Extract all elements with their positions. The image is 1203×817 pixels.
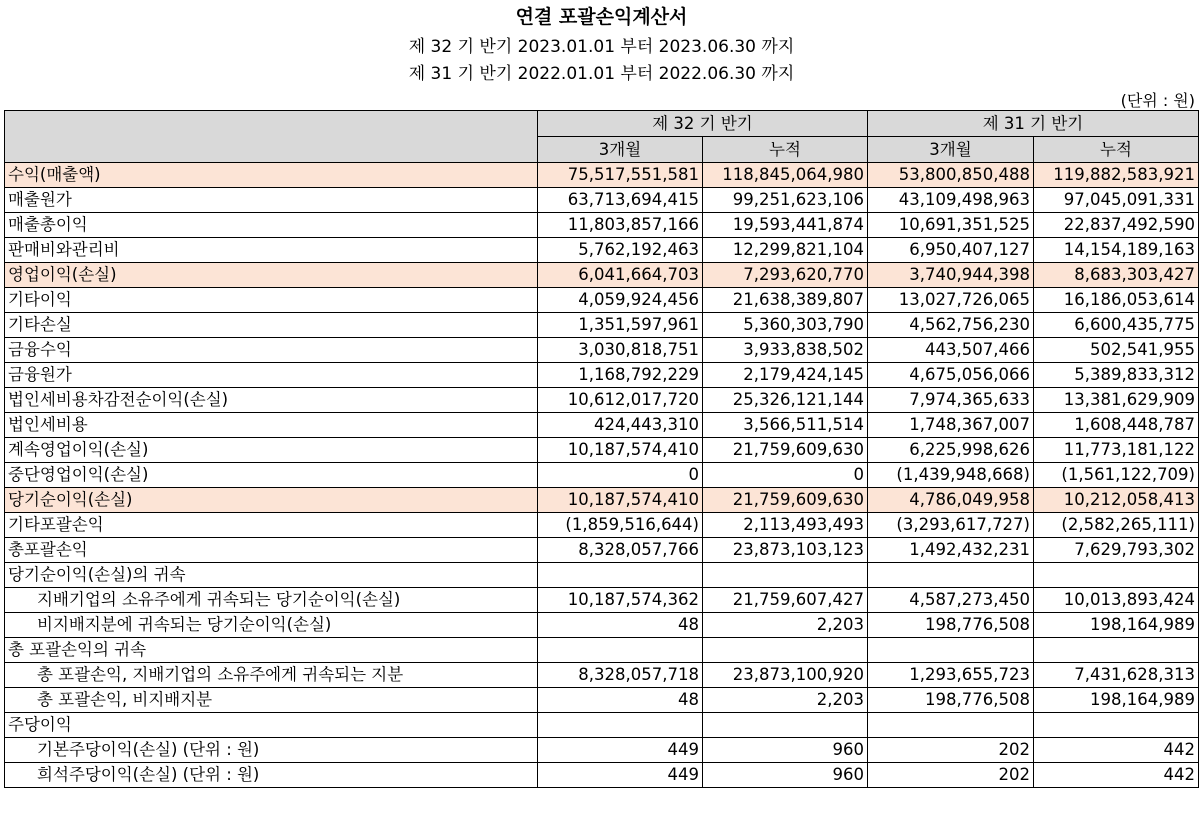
row-value: 4,675,056,066: [868, 363, 1034, 388]
row-value: 449: [538, 763, 703, 788]
row-value: 48: [538, 688, 703, 713]
row-value: [703, 638, 868, 663]
row-value: 4,587,273,450: [868, 588, 1034, 613]
row-value: 5,762,192,463: [538, 238, 703, 263]
row-value: (1,439,948,668): [868, 463, 1034, 488]
row-value: [868, 638, 1034, 663]
row-value: [538, 713, 703, 738]
row-value: 1,492,432,231: [868, 538, 1034, 563]
row-value: 4,786,049,958: [868, 488, 1034, 513]
row-value: 5,360,303,790: [703, 313, 868, 338]
row-value: 21,638,389,807: [703, 288, 868, 313]
row-value: 13,027,726,065: [868, 288, 1034, 313]
unit-label: (단위 : 원): [1120, 91, 1195, 110]
row-value: 3,933,838,502: [703, 338, 868, 363]
row-label: 매출총이익: [5, 213, 538, 238]
table-row: [5, 713, 1199, 738]
row-value: 960: [703, 763, 868, 788]
row-label: 기타이익: [5, 288, 538, 313]
row-value: 10,187,574,410: [538, 438, 703, 463]
row-value: 11,773,181,122: [1034, 438, 1199, 463]
row-value: [868, 563, 1034, 588]
row-value: 3,740,944,398: [868, 263, 1034, 288]
table-row: [5, 363, 1199, 388]
table-row: [5, 688, 1199, 713]
table-row: [5, 613, 1199, 638]
table-row: [5, 313, 1199, 338]
row-value: [538, 638, 703, 663]
row-value: 16,186,053,614: [1034, 288, 1199, 313]
row-value: [703, 713, 868, 738]
row-value: (1,859,516,644): [538, 513, 703, 538]
row-value: 14,154,189,163: [1034, 238, 1199, 263]
table-row: [5, 388, 1199, 413]
row-value: 2,179,424,145: [703, 363, 868, 388]
row-value: 21,759,609,630: [703, 488, 868, 513]
row-value: 13,381,629,909: [1034, 388, 1199, 413]
row-label: 총 포괄손익, 지배기업의 소유주에게 귀속되는 지분: [5, 663, 538, 688]
row-value: 202: [868, 763, 1034, 788]
row-value: 2,203: [703, 613, 868, 638]
row-label: 법인세비용차감전순이익(손실): [5, 388, 538, 413]
row-label: 법인세비용: [5, 413, 538, 438]
table-row: [5, 588, 1199, 613]
row-value: 443,507,466: [868, 338, 1034, 363]
row-value: 48: [538, 613, 703, 638]
row-value: 119,882,583,921: [1034, 163, 1199, 188]
row-value: 43,109,498,963: [868, 188, 1034, 213]
row-value: 10,691,351,525: [868, 213, 1034, 238]
row-value: 1,351,597,961: [538, 313, 703, 338]
row-value: 19,593,441,874: [703, 213, 868, 238]
row-value: 10,612,017,720: [538, 388, 703, 413]
row-value: (2,582,265,111): [1034, 513, 1199, 538]
row-value: 7,629,793,302: [1034, 538, 1199, 563]
row-value: 7,431,628,313: [1034, 663, 1199, 688]
row-value: 198,776,508: [868, 688, 1034, 713]
row-label: 기타포괄손익: [5, 513, 538, 538]
row-label: 희석주당이익(손실) (단위 : 원): [5, 763, 538, 788]
row-label: 비지배지분에 귀속되는 당기순이익(손실): [5, 613, 538, 638]
row-label: 기타손실: [5, 313, 538, 338]
row-label: 계속영업이익(손실): [5, 438, 538, 463]
row-value: [703, 563, 868, 588]
row-label: 매출원가: [5, 188, 538, 213]
table-row: [5, 538, 1199, 563]
header-prior-3m: 3개월: [868, 137, 1034, 163]
row-value: 6,041,664,703: [538, 263, 703, 288]
row-value: 7,974,365,633: [868, 388, 1034, 413]
header-group-current: 제 32 기 반기: [538, 111, 868, 137]
row-value: 2,203: [703, 688, 868, 713]
header-prior-cum: 누적: [1034, 137, 1199, 163]
row-value: 198,164,989: [1034, 613, 1199, 638]
row-value: 10,187,574,362: [538, 588, 703, 613]
row-value: 53,800,850,488: [868, 163, 1034, 188]
table-row: [5, 413, 1199, 438]
row-label: 판매비와관리비: [5, 238, 538, 263]
table-row: [5, 438, 1199, 463]
table-row: [5, 188, 1199, 213]
row-value: 97,045,091,331: [1034, 188, 1199, 213]
row-label: 당기순이익(손실)의 귀속: [5, 563, 538, 588]
table-row: [5, 213, 1199, 238]
row-value: [868, 713, 1034, 738]
period-prior: 제 31 기 반기 2022.01.01 부터 2022.06.30 까지: [408, 64, 795, 84]
row-value: 5,389,833,312: [1034, 363, 1199, 388]
income-statement-table: [4, 110, 1199, 788]
row-value: 4,059,924,456: [538, 288, 703, 313]
table-row: [5, 663, 1199, 688]
row-value: 3,566,511,514: [703, 413, 868, 438]
row-label: 금융수익: [5, 338, 538, 363]
row-value: 3,030,818,751: [538, 338, 703, 363]
row-value: 2,113,493,493: [703, 513, 868, 538]
row-value: 23,873,103,123: [703, 538, 868, 563]
header-current-3m: 3개월: [538, 137, 703, 163]
row-value: 1,608,448,787: [1034, 413, 1199, 438]
row-value: 63,713,694,415: [538, 188, 703, 213]
row-label: 수익(매출액): [5, 163, 538, 188]
row-value: 0: [703, 463, 868, 488]
row-value: 960: [703, 738, 868, 763]
table-row: [5, 738, 1199, 763]
row-value: 442: [1034, 763, 1199, 788]
row-value: 23,873,100,920: [703, 663, 868, 688]
row-value: 21,759,607,427: [703, 588, 868, 613]
table-row: [5, 263, 1199, 288]
row-value: 118,845,064,980: [703, 163, 868, 188]
table-row: [5, 563, 1199, 588]
row-value: (3,293,617,727): [868, 513, 1034, 538]
row-value: 10,212,058,413: [1034, 488, 1199, 513]
row-label: 총 포괄손익, 비지배지분: [5, 688, 538, 713]
row-value: 75,517,551,581: [538, 163, 703, 188]
row-label: 지배기업의 소유주에게 귀속되는 당기순이익(손실): [5, 588, 538, 613]
table-row: [5, 488, 1199, 513]
row-label: 중단영업이익(손실): [5, 463, 538, 488]
table-row: [5, 238, 1199, 263]
header-row-groups: [5, 111, 1199, 137]
row-value: 10,187,574,410: [538, 488, 703, 513]
table-row: [5, 288, 1199, 313]
statement-rows: [5, 163, 1199, 788]
row-value: 449: [538, 738, 703, 763]
row-label: 총포괄손익: [5, 538, 538, 563]
row-value: 22,837,492,590: [1034, 213, 1199, 238]
row-value: 6,225,998,626: [868, 438, 1034, 463]
table-row: [5, 163, 1199, 188]
row-label: 총 포괄손익의 귀속: [5, 638, 538, 663]
row-value: 6,600,435,775: [1034, 313, 1199, 338]
row-value: 424,443,310: [538, 413, 703, 438]
row-value: 8,328,057,718: [538, 663, 703, 688]
row-value: 8,328,057,766: [538, 538, 703, 563]
row-value: 502,541,955: [1034, 338, 1199, 363]
row-value: (1,561,122,709): [1034, 463, 1199, 488]
table-row: [5, 638, 1199, 663]
row-label: 금융원가: [5, 363, 538, 388]
row-label: 영업이익(손실): [5, 263, 538, 288]
table-row: [5, 338, 1199, 363]
row-value: 99,251,623,106: [703, 188, 868, 213]
row-value: 442: [1034, 738, 1199, 763]
row-value: 12,299,821,104: [703, 238, 868, 263]
row-value: 6,950,407,127: [868, 238, 1034, 263]
row-value: 1,748,367,007: [868, 413, 1034, 438]
table-row: [5, 463, 1199, 488]
statement-title: 연결 포괄손익계산서: [515, 6, 688, 28]
row-value: 25,326,121,144: [703, 388, 868, 413]
row-value: 21,759,609,630: [703, 438, 868, 463]
row-value: 198,164,989: [1034, 688, 1199, 713]
row-label: 당기순이익(손실): [5, 488, 538, 513]
row-value: [1034, 563, 1199, 588]
header-group-prior: 제 31 기 반기: [868, 111, 1199, 137]
header-current-cum: 누적: [703, 137, 868, 163]
table-row: [5, 513, 1199, 538]
row-value: 1,293,655,723: [868, 663, 1034, 688]
row-value: 10,013,893,424: [1034, 588, 1199, 613]
row-value: 1,168,792,229: [538, 363, 703, 388]
row-value: [538, 563, 703, 588]
row-value: 198,776,508: [868, 613, 1034, 638]
row-value: 0: [538, 463, 703, 488]
row-value: 8,683,303,427: [1034, 263, 1199, 288]
row-value: 4,562,756,230: [868, 313, 1034, 338]
header-blank-cell: [5, 111, 538, 163]
period-current: 제 32 기 반기 2023.01.01 부터 2023.06.30 까지: [408, 37, 795, 57]
row-value: [1034, 713, 1199, 738]
row-label: 기본주당이익(손실) (단위 : 원): [5, 738, 538, 763]
row-value: [1034, 638, 1199, 663]
table-row: [5, 763, 1199, 788]
row-value: 7,293,620,770: [703, 263, 868, 288]
row-label: 주당이익: [5, 713, 538, 738]
row-value: 11,803,857,166: [538, 213, 703, 238]
row-value: 202: [868, 738, 1034, 763]
